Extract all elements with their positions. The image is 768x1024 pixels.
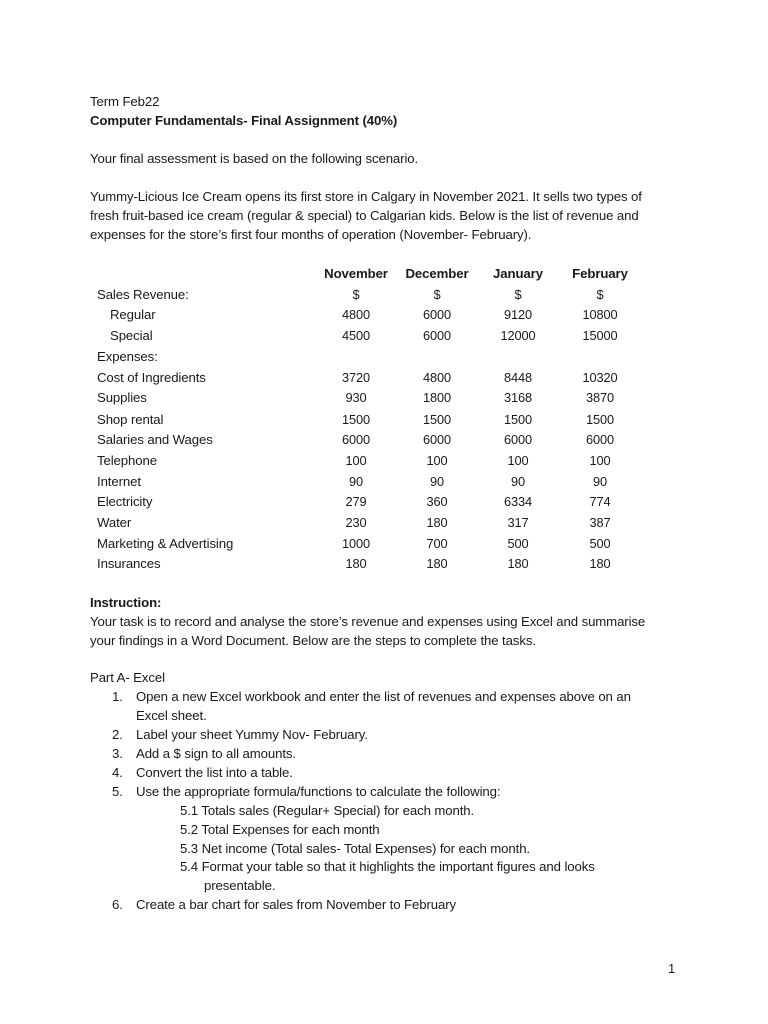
column-header-february: February — [572, 266, 628, 281]
step-text: Add a $ sign to all amounts. — [136, 746, 296, 761]
step-number: 4. — [112, 765, 123, 780]
step-item — [112, 745, 296, 763]
substep-item: 5.4 Format your table so that it highlights the important figures and looks — [180, 859, 595, 874]
step-number: 6. — [112, 897, 123, 912]
scenario-line-2: fresh fruit-based ice cream (regular & special) to Calgarian kids. Below is the list of revenue and — [90, 208, 639, 223]
step-text: Convert the list into a table. — [136, 765, 293, 780]
table-row — [97, 410, 657, 430]
step-number: 2. — [112, 727, 123, 742]
step-item — [112, 726, 368, 744]
cell-value: 12000 — [500, 328, 536, 343]
currency-symbol: $ — [596, 287, 604, 302]
cell-value: 6334 — [503, 494, 533, 509]
substep-text-continuation: presentable. — [204, 878, 276, 893]
cell-value: 3870 — [585, 390, 615, 405]
cell-value: 360 — [426, 494, 448, 509]
cell-value: 15000 — [582, 328, 618, 343]
currency-symbol: $ — [514, 287, 522, 302]
row-label: Marketing & Advertising — [97, 536, 234, 551]
step-text: Open a new Excel workbook and enter the list of revenues and expenses above on an — [136, 689, 631, 704]
cell-value: 700 — [426, 536, 448, 551]
table-row — [97, 430, 657, 450]
term-label: Term Feb22 — [90, 94, 160, 109]
cell-value: 180 — [426, 556, 448, 571]
column-header-december: December — [405, 266, 469, 281]
page-number: 1 — [668, 961, 676, 976]
table-row — [97, 305, 657, 325]
cell-value: 1500 — [341, 412, 371, 427]
step-number: 3. — [112, 746, 123, 761]
cell-value: 500 — [507, 536, 529, 551]
table-header-row — [97, 264, 657, 284]
expenses-heading-row — [97, 347, 657, 367]
cell-value: 6000 — [503, 432, 533, 447]
cell-value: 500 — [589, 536, 611, 551]
document-title: Computer Fundamentals- Final Assignment (40%) — [90, 113, 398, 128]
table-row — [97, 554, 657, 574]
cell-value: 8448 — [503, 370, 533, 385]
table-row — [97, 368, 657, 388]
cell-value: 1500 — [422, 412, 452, 427]
cell-value: 9120 — [503, 307, 533, 322]
instruction-line-2: your findings in a Word Document. Below are the steps to complete the tasks. — [90, 633, 536, 648]
row-label: Regular — [110, 307, 156, 322]
cell-value: 3168 — [503, 390, 533, 405]
row-label: Internet — [97, 474, 141, 489]
step-item — [112, 688, 631, 706]
scenario-line-3: expenses for the store’s first four months of operation (November- February). — [90, 227, 532, 242]
sales-revenue-row — [97, 285, 657, 305]
cell-value: 317 — [507, 515, 529, 530]
cell-value: 90 — [592, 474, 608, 489]
cell-value: 10800 — [582, 307, 618, 322]
scenario-line-1: Yummy-Licious Ice Cream opens its first store in Calgary in November 2021. It sells two types of — [90, 189, 642, 204]
currency-symbol: $ — [352, 287, 360, 302]
substep-item: 5.1 Totals sales (Regular+ Special) for each month. — [180, 803, 475, 818]
cell-value: 90 — [429, 474, 445, 489]
cell-value: 100 — [507, 453, 529, 468]
cell-value: 387 — [589, 515, 611, 530]
cell-value: 180 — [426, 515, 448, 530]
instruction-line-1: Your task is to record and analyse the store’s revenue and expenses using Excel and summarise — [90, 614, 646, 629]
row-label: Supplies — [97, 390, 147, 405]
row-label: Sales Revenue: — [97, 287, 189, 302]
cell-value: 6000 — [422, 328, 452, 343]
cell-value: 10320 — [582, 370, 618, 385]
table-row — [97, 388, 657, 408]
table-row — [97, 326, 657, 346]
substep-item: 5.2 Total Expenses for each month — [180, 822, 380, 837]
cell-value: 90 — [510, 474, 526, 489]
row-label: Expenses: — [97, 349, 158, 364]
table-row — [97, 492, 657, 512]
step-item — [112, 764, 293, 782]
cell-value: 6000 — [422, 432, 452, 447]
step-number: 5. — [112, 784, 123, 799]
instruction-heading: Instruction: — [90, 595, 162, 610]
cell-value: 100 — [345, 453, 367, 468]
cell-value: 1800 — [422, 390, 452, 405]
cell-value: 6000 — [422, 307, 452, 322]
cell-value: 774 — [589, 494, 611, 509]
cell-value: 1000 — [341, 536, 371, 551]
row-label: Cost of Ingredients — [97, 370, 206, 385]
table-row — [97, 451, 657, 471]
row-label: Salaries and Wages — [97, 432, 213, 447]
row-label: Shop rental — [97, 412, 164, 427]
currency-symbol: $ — [433, 287, 441, 302]
step-text: Label your sheet Yummy Nov- February. — [136, 727, 368, 742]
part-a-heading: Part A- Excel — [90, 670, 165, 685]
cell-value: 930 — [345, 390, 367, 405]
cell-value: 1500 — [585, 412, 615, 427]
table-row — [97, 472, 657, 492]
row-label: Electricity — [97, 494, 153, 509]
cell-value: 3720 — [341, 370, 371, 385]
column-header-january: January — [493, 266, 543, 281]
row-label: Telephone — [97, 453, 157, 468]
cell-value: 180 — [589, 556, 611, 571]
cell-value: 4800 — [341, 307, 371, 322]
assessment-text: Your final assessment is based on the following scenario. — [90, 151, 419, 166]
step-number: 1. — [112, 689, 123, 704]
step-text: Use the appropriate formula/functions to calculate the following: — [136, 784, 501, 799]
table-row — [97, 513, 657, 533]
step-text-continuation: Excel sheet. — [136, 708, 207, 723]
substep-item: 5.3 Net income (Total sales- Total Expenses) for each month. — [180, 841, 530, 856]
cell-value: 100 — [589, 453, 611, 468]
step-item — [112, 783, 500, 801]
cell-value: 180 — [507, 556, 529, 571]
cell-value: 230 — [345, 515, 367, 530]
row-label: Special — [110, 328, 153, 343]
cell-value: 180 — [345, 556, 367, 571]
cell-value: 100 — [426, 453, 448, 468]
cell-value: 4500 — [341, 328, 371, 343]
cell-value: 6000 — [341, 432, 371, 447]
cell-value: 279 — [345, 494, 367, 509]
column-header-november: November — [324, 266, 388, 281]
cell-value: 1500 — [503, 412, 533, 427]
row-label: Water — [97, 515, 132, 530]
cell-value: 90 — [348, 474, 364, 489]
table-row — [97, 534, 657, 554]
cell-value: 6000 — [585, 432, 615, 447]
cell-value: 4800 — [422, 370, 452, 385]
row-label: Insurances — [97, 556, 161, 571]
step-item — [112, 896, 456, 914]
step-text: Create a bar chart for sales from November to February — [136, 897, 457, 912]
